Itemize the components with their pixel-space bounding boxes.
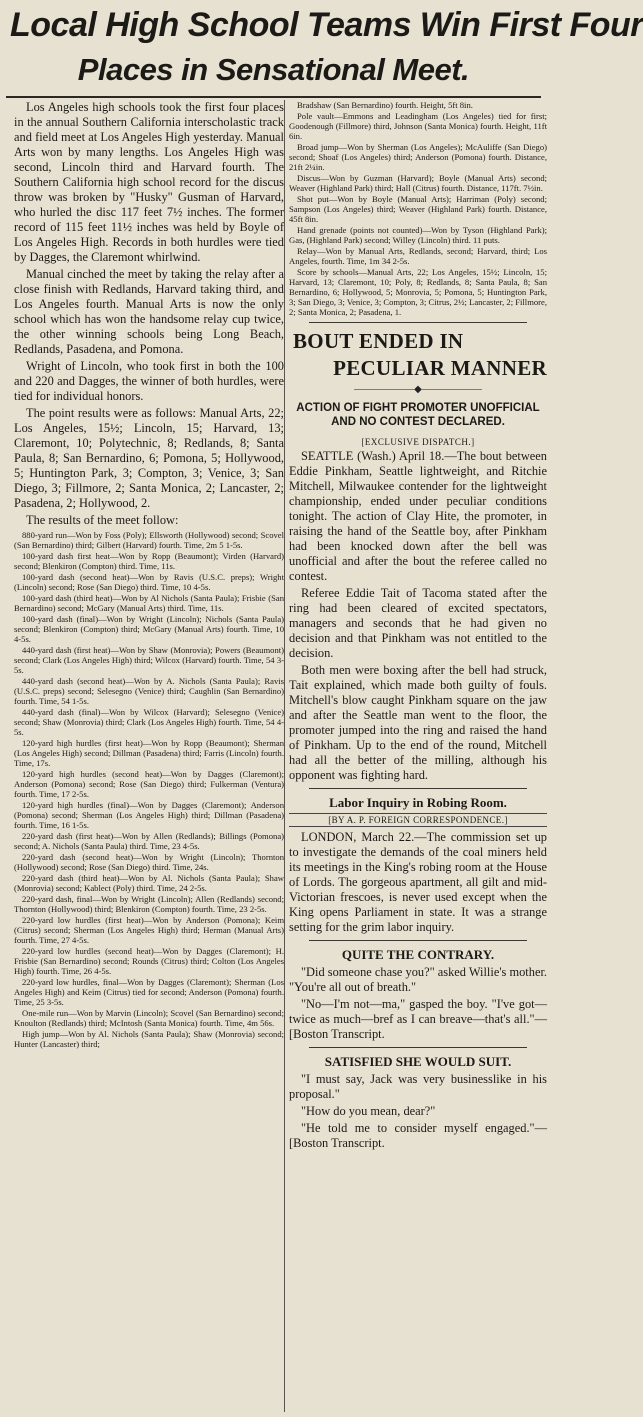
story-paragraph: The results of the meet follow: (26, 513, 179, 527)
story-paragraph: LONDON, March 22.—The commission set up to investigate the demands of the coal miners held its meetings in the King's robing room at the House of Lords. The gorgeous apartment, all gilt and mid-Victorian frescoes, is never used except when the King opens Parliament in state. It was a strange setting for the grim labor inquiry. (289, 830, 547, 934)
result-item: Broad jump—Won by Sherman (Los Angeles); McAuliffe (San Diego) second; Shoaf (Los Angeles) third; Anderson (Pomona) fourth. Distance, 21ft 2¼in. (289, 142, 547, 172)
result-item: Hand grenade (points not counted)—Won by Tyson (Highland Park); Gas, (Highland Park) second; Willey (Lincoln) third. 11 puts. (289, 225, 547, 245)
bout-headline-line-2: PECULIAR MANNER (333, 356, 547, 380)
story-paragraph: "Did someone chase you?" asked Willie's mother. "You're all out of breath." (289, 965, 547, 994)
result-item: 100-yard dash (final)—Won by Wright (Lincoln); Nichols (Santa Paula) second; Blenkiron (Compton) third; McGary (Manual Arts) fourth. Time, 10 4-5s. (14, 614, 284, 644)
result-item: Discus—Won by Guzman (Harvard); Boyle (Manual Arts) second; Weaver (Highland Park) third; Hall (Citrus) fourth. Distance, 117ft. 7½in. (289, 173, 547, 193)
result-item: 100-yard dash first heat—Won by Ropp (Beaumont); Virden (Harvard) second; Blenkiron (Compton) third. Time, 11s. (14, 551, 284, 571)
result-item: 220-yard dash, final—Won by Wright (Lincoln); Allen (Redlands) second; Thornton (Hollywood) third; Blenkiron (Compton) fourth. Time, 23 2-5s. (14, 894, 284, 914)
main-story (14, 100, 284, 528)
result-item: Score by schools—Manual Arts, 22; Los Angeles, 15½; Lincoln, 15; Harvard, 13; Claremont, 10; Poly, 8; Redlands, 8; Santa Paula, 8; San Bernardino, 6; Hollywood, 5; Monrovia, 5; Pomona, 5; Huntington Park, 3; San Diego, 3; Venice, 3; Compton, 3; Citrus, 2½; Lancaster, 2; Fillmore, 2; Santa Monica, 2; Pasadena, 1. (289, 267, 547, 317)
labor-story (289, 795, 547, 935)
right-column (289, 100, 547, 1410)
result-item: 100-yard dash (second heat)—Won by Ravis (U.S.C. preps); Wright (Lincoln) second; Rose (San Diego) third. Time, 10 4-5s. (14, 572, 284, 592)
result-item: 440-yard dash (first heat)—Won by Shaw (Monrovia); Powers (Beaumont) second; Clark (Los Angeles High) third; Wilcox (Harvard) fourth. Time, 54 3-5s. (14, 645, 284, 675)
dispatch-line: [EXCLUSIVE DISPATCH.] (361, 437, 475, 447)
story-paragraph: Wright of Lincoln, who took first in both the 100 and 220 and Dagges, the winner of both hurdles, were tied for individual honors. (14, 359, 284, 403)
story-paragraph: Los Angeles high schools took the first four places in the annual Southern California interscholastic track and field meet at Los Angeles High yesterday. Manual Arts won by many lengths. Los Angeles High was second, Lincoln third and Harvard fourth. The Southern California high school record for the discus throw was broken by "Husky" Gusman of Harvard, who hurled the disc 117 feet 7½ inches. The former record of 115 feet 11½ inches was held by Boyle of Los Angeles High. Records in both hurdles were tied by Dagges, the Claremont whirlwind. (14, 100, 284, 264)
result-item: 120-yard high hurdles (first heat)—Won by Ropp (Beaumont); Sherman (Los Angeles High) second; Dillman (Pasadena) third; Farris (Lincoln) fourth. Time, 17s. (14, 738, 284, 768)
satisfied-story (289, 1054, 547, 1151)
labor-headline: Labor Inquiry in Robing Room. (329, 795, 507, 810)
result-item: High jump—Won by Al. Nichols (Santa Paula); Shaw (Monrovia) second; Hunter (Lancaster) third; (14, 1029, 284, 1049)
meet-results-list (14, 530, 284, 1049)
story-paragraph: Both men were boxing after the bell had struck, Tait explained, which made both guilty of fouls. Mitchell's blow caught Pinkham square on the jaw and after the Seattle man went to the floor, the promoter jumped into the ring and raised the hand of Pinkham. Up to the end of the round, Mitchell had all the better of the milling, although his opponent was fighting hard. (289, 663, 547, 782)
quite-story (289, 947, 547, 1042)
section-rule (309, 940, 527, 941)
result-item: 440-yard dash (second heat)—Won by A. Nichols (Santa Paula); Ravis (U.S.C. preps) second; Selesegno (Venice) third; Caughlin (San Bernardino) fourth. Time, 54 1-5s. (14, 676, 284, 706)
story-paragraph: Manual cinched the meet by taking the relay after a close finish with Redlands, Harvard taking third, and Los Angeles fourth. Manual Arts is now the only school which has won the handsome relay cup twice, the other winning schools being Long Beach, Redlands, Pasadena, and Pomona. (14, 267, 284, 356)
result-item: 880-yard run—Won by Foss (Poly); Ellsworth (Hollywood) second; Scovel (San Bernardino) third; Gilbert (Harvard) fourth. Time, 2m 5 1-5s. (14, 530, 284, 550)
result-item: 120-yard high hurdles (final)—Won by Dagges (Claremont); Anderson (Pomona) second; Sherman (Los Angeles High) third; Dillman (Pasadena) fourth. Time, 16 1-5s. (14, 800, 284, 830)
result-item: 220-yard dash (second heat)—Won by Wright (Lincoln); Thornton (Hollywood) second; Rose (San Diego) third. Time, 24s. (14, 852, 284, 872)
bout-deck: ACTION OF FIGHT PROMOTER UNOFFICIAL AND NO CONTEST DECLARED. (296, 402, 540, 428)
ornament-divider: ——————◆—————— (354, 384, 482, 395)
story-paragraph: Referee Eddie Tait of Tacoma stated after the ring had been cleared of excited spectators, managers and seconds that he had given no decision and that Pinkham was not entitled to the decision. (289, 586, 547, 660)
labor-byline: [BY A. P. FOREIGN CORRESPONDENCE.] (289, 813, 547, 827)
headline-line-1: Local High School Teams Win First Four (10, 6, 643, 44)
result-item: 220-yard low hurdles (second heat)—Won by Dagges (Claremont); H. Frisbie (San Bernardino) second; Rounds (Citrus) third; Colton (Los Angeles High) fourth. Time, 26 4-5s. (14, 946, 284, 976)
story-paragraph: "How do you mean, dear?" (301, 1104, 436, 1118)
result-item: 220-yard low hurdles (first heat)—Won by Anderson (Pomona); Keim (Citrus) second; Sherman (Los Angeles High) third; Herman (Manual Arts) fourth. Time, 27 4-5s. (14, 915, 284, 945)
result-item: 220-yard dash (first heat)—Won by Allen (Redlands); Billings (Pomona) second; A. Nichols (Santa Paula) third. Time, 23 4-5s. (14, 831, 284, 851)
result-item: One-mile run—Won by Marvin (Lincoln); Scovel (San Bernardino) second; Knoulton (Redlands) third; McIntosh (Santa Monica) fourth. Time, 4m 56s. (14, 1008, 284, 1028)
result-item: 220-yard dash (third heat)—Won by Al. Nichols (Santa Paula); Shaw (Monrovia) second; Kablect (Poly) third. Time, 24 2-5s. (14, 873, 284, 893)
result-item: Pole vault—Emmons and Leadingham (Los Angeles) tied for first; Goodenough (Fillmore) third, Johnson (Santa Monica) fourth. Height, 11ft 6in. (289, 111, 547, 141)
section-rule (309, 1047, 527, 1048)
result-item: 220-yard low hurdles, final—Won by Dagges (Claremont); Sherman (Los Angeles High) and Keim (Citrus) tied for second; Anderson (Pomona) fourth. Time, 25 3-5s. (14, 977, 284, 1007)
result-item: Bradshaw (San Bernardino) fourth. Height, 5ft 8in. (297, 100, 473, 110)
result-item: Relay—Won by Manual Arts, Redlands, second; Harvard, third; Los Angeles, fourth. Time, 1m 34 2-5s. (289, 246, 547, 266)
result-item: 440-yard dash (final)—Won by Wilcox (Harvard); Selesegno (Venice) second; Shaw (Monrovia) third; Clark (Los Angeles High) fourth. Time, 54 4-5s. (14, 707, 284, 737)
result-item: 100-yard dash (third heat)—Won by Al Nichols (Santa Paula); Frisbie (San Bernardino) second; McGary (Manual Arts) third. Time, 11s. (14, 593, 284, 613)
headline-rule (6, 96, 541, 98)
left-column (14, 100, 284, 1410)
column-divider (284, 100, 285, 1412)
story-paragraph: "I must say, Jack was very businesslike in his proposal." (289, 1072, 547, 1101)
result-item: 120-yard high hurdles (second heat)—Won by Dagges (Claremont); Anderson (Pomona) second; Rose (San Diego) third; Fulkerman (Ventura) fourth. Time, 17 2-5s. (14, 769, 284, 799)
section-rule (309, 788, 527, 789)
story-paragraph: "He told me to consider myself engaged."—[Boston Transcript. (289, 1121, 547, 1150)
satisfied-headline: SATISFIED SHE WOULD SUIT. (324, 1054, 512, 1069)
result-item: Shot put—Won by Boyle (Manual Arts); Harriman (Poly) second; Sampson (Los Angeles) third; Weaver (Highland Park) fourth. Distance, 45ft 8in. (289, 194, 547, 224)
bout-story (289, 329, 547, 783)
story-paragraph: "No—I'm not—ma," gasped the boy. "I've got—twice as much—bref as I can breave—that's all."—[Boston Transcript. (289, 997, 547, 1041)
story-paragraph: SEATTLE (Wash.) April 18.—The bout between Eddie Pinkham, Seattle lightweight, and Ritchie Mitchell, Milwaukee contender for the lightweight championship, ended under peculiar conditions tonight. The action of Clay Hite, the promoter, in raising the hand of the Seattle boy, after Pinkham had been knocked down after the bell was unofficial and after the bout the referee called no contest. (289, 449, 547, 583)
story-paragraph: The point results were as follows: Manual Arts, 22; Los Angeles, 15½; Lincoln, 15; Harvard, 13; Claremont, 10; Polytechnic, 8; Redlands, 8; Santa Paula, 8; San Bernardino, 6; Pomona, 5; Hollywood, 5; Huntington Park, 3; Compton, 3; Venice, 3; San Diego, 3; Fillmore, 2; Santa Monica, 2; Lancaster, 2; Pasadena, 2; Hollywood, 2. (14, 406, 284, 510)
section-rule (309, 322, 527, 323)
quite-headline: QUITE THE CONTRARY. (341, 947, 495, 962)
headline-line-2: Places in Sensational Meet. (77, 52, 470, 87)
bout-headline-line-1: BOUT ENDED IN (293, 329, 464, 353)
continued-results (289, 100, 547, 317)
